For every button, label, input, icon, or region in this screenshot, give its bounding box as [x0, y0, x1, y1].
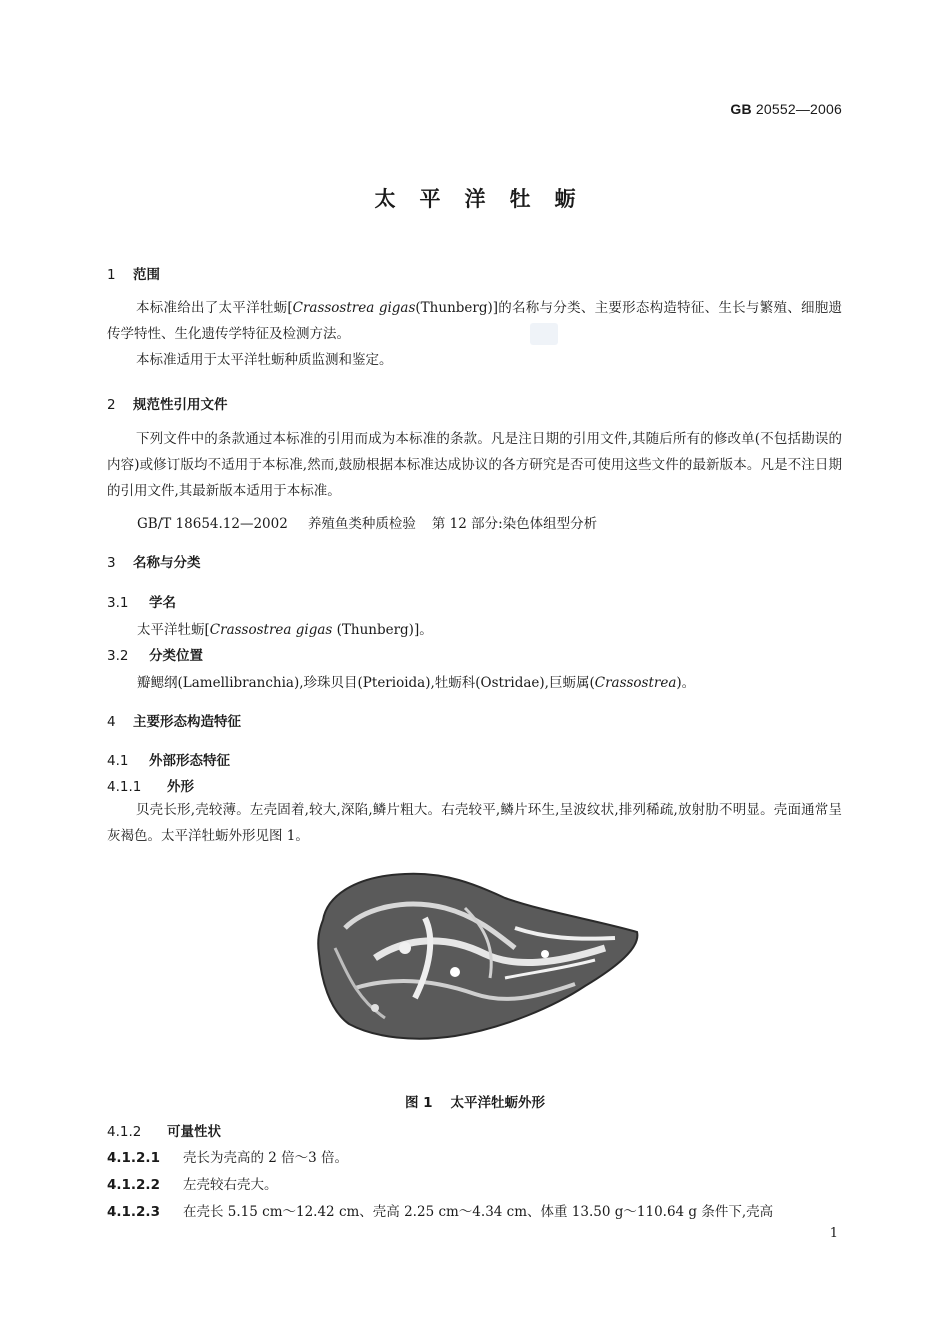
oyster-figure	[315, 868, 645, 1048]
watermark-stamp	[530, 323, 558, 345]
item-text: 在壳长 5.15 cm～12.42 cm、壳高 2.25 cm～4.34 cm、体重 13.50 g～110.64 g 条件下,壳高	[183, 1204, 774, 1220]
subsection-title: 外部形态特征	[149, 753, 230, 769]
references-paragraph: 下列文件中的条款通过本标准的引用而成为本标准的条款。凡是注日期的引用文件,其随后所有的修改单(不包括勘误的内容)或修订版均不适用于本标准,然而,鼓励根据本标准达成协议的各方研究是否可使用这些文件的最新版本。凡是不注日期的引用文件,其最新版本适用于本标准。	[107, 431, 842, 499]
text-segment: 瓣鳃纲(Lamellibranchia),珍珠贝目(Pterioida),牡蛎科(Ostridae),巨蛎属(	[137, 675, 595, 691]
section-number: 3	[107, 555, 116, 571]
text-segment: 太平洋牡蛎[	[137, 622, 210, 638]
section-title: 规范性引用文件	[133, 397, 228, 413]
scope-paragraph-1	[107, 295, 842, 347]
figure-number: 图 1	[404, 1095, 433, 1111]
subsection-number: 4.1.1	[107, 779, 142, 795]
text-segment: (Thunberg)]。	[332, 622, 433, 638]
section-4-heading	[107, 710, 241, 730]
subsection-4-1-heading	[107, 749, 230, 769]
species-name: Crassostrea gigas	[292, 300, 416, 316]
item-text: 壳长为壳高的 2 倍～3 倍。	[183, 1150, 349, 1166]
measurement-item	[107, 1200, 842, 1220]
shape-description: 贝壳长形,壳较薄。左壳固着,较大,深陷,鳞片粗大。右壳较平,鳞片环生,呈波纹状,排列稀疏,放射肋不明显。壳面通常呈灰褐色。太平洋牡蛎外形见图 1。	[107, 802, 842, 844]
measurement-item	[107, 1146, 842, 1166]
section-number: 2	[107, 397, 116, 413]
section-2-heading	[107, 393, 228, 413]
section-number: 4	[107, 714, 116, 730]
text-segment: )。	[676, 675, 696, 691]
reference-entry	[137, 512, 872, 532]
figure-caption	[0, 1091, 950, 1111]
genus-name: Crassostrea	[594, 675, 677, 691]
subsection-title: 分类位置	[149, 648, 203, 664]
standard-prefix: GB	[730, 101, 752, 117]
text-segment: (Thunberg)]的名称与分类、主要形态构造特征、生长与繁殖、细胞遗传学特性、生化遗传学特征及检测方法。	[107, 300, 842, 342]
measurement-item	[107, 1173, 842, 1193]
reference-title: 养殖鱼类种质检验	[307, 516, 416, 532]
item-number: 4.1.2.2	[107, 1177, 160, 1193]
subsection-title: 学名	[149, 595, 176, 611]
standard-number: 20552—2006	[751, 101, 842, 117]
document-title: 太平洋牡蛎	[374, 187, 600, 211]
standard-code	[730, 101, 842, 117]
scope-paragraph-2: 本标准适用于太平洋牡蛎种质监测和鉴定。	[136, 352, 393, 368]
subsection-title: 外形	[167, 779, 194, 795]
oyster-shell-illustration	[315, 868, 645, 1048]
item-number: 4.1.2.3	[107, 1204, 160, 1220]
subsection-number: 4.1	[107, 753, 129, 769]
section-1-heading	[107, 263, 160, 283]
section-3-heading	[107, 551, 201, 571]
section-title: 范围	[133, 267, 160, 283]
figure-title: 太平洋牡蛎外形	[450, 1095, 546, 1111]
subsection-3-1-heading	[107, 591, 176, 611]
subsection-number: 3.2	[107, 648, 129, 664]
subsection-title: 可量性状	[167, 1124, 221, 1140]
section-title: 主要形态构造特征	[133, 714, 241, 730]
item-number: 4.1.2.1	[107, 1150, 160, 1166]
subsection-4-1-1-heading	[107, 775, 194, 795]
reference-code: GB/T 18654.12—2002	[137, 516, 288, 532]
subsection-number: 3.1	[107, 595, 129, 611]
item-text: 左壳较右壳大。	[183, 1177, 278, 1193]
species-name: Crassostrea gigas	[209, 622, 333, 638]
scientific-name-line	[137, 618, 872, 638]
taxonomy-line	[137, 671, 872, 691]
text-segment: 本标准给出了太平洋牡蛎[	[136, 300, 293, 316]
reference-part: 第 12 部分:染色体组型分析	[431, 516, 598, 532]
page-number: 1	[829, 1226, 838, 1241]
subsection-3-2-heading	[107, 644, 203, 664]
section-title: 名称与分类	[133, 555, 201, 571]
subsection-4-1-2-heading	[107, 1120, 221, 1140]
section-number: 1	[107, 267, 116, 283]
subsection-number: 4.1.2	[107, 1124, 142, 1140]
